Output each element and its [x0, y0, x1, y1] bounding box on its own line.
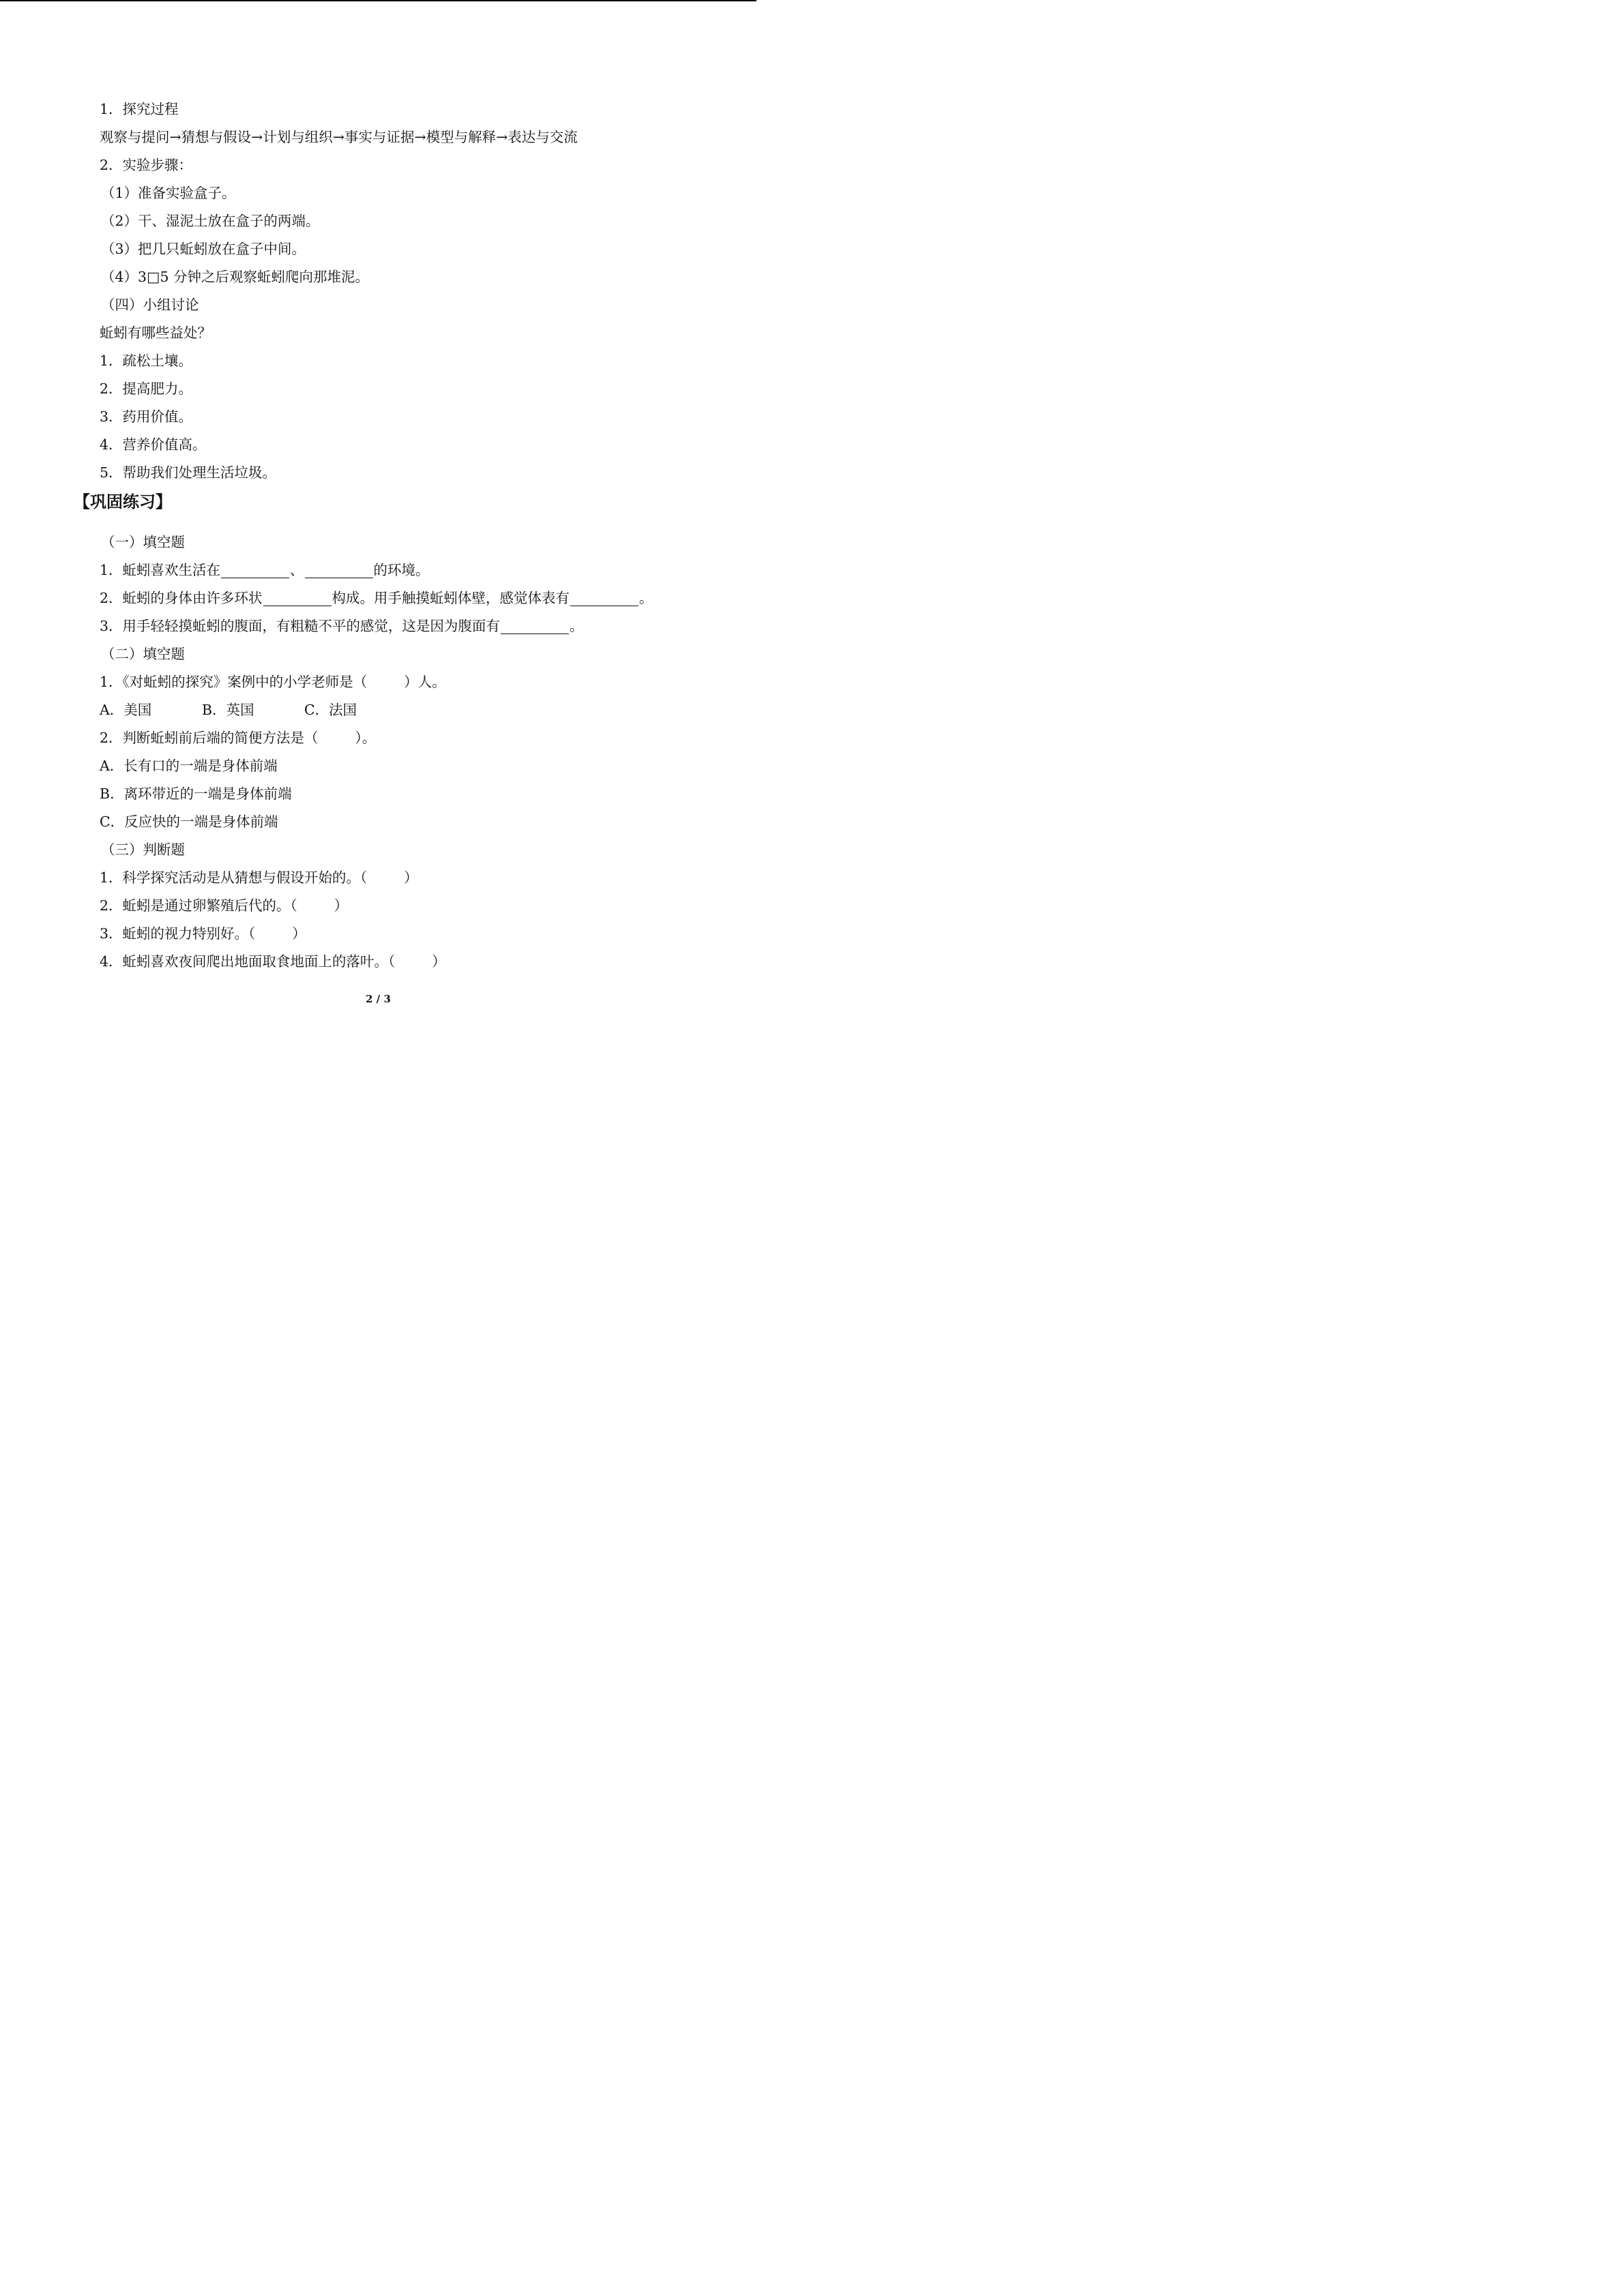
process-chain: 观察与提问→猜想与假设→计划与组织→事实与证据→模型与解释→表达与交流	[100, 129, 578, 145]
choice-q1-options	[100, 702, 357, 719]
judge-close: ）	[404, 869, 418, 886]
discussion-question: 蚯蚓有哪些益处？	[100, 325, 211, 341]
step-item: （3）把几只蚯蚓放在盒子中间。	[101, 241, 306, 257]
fill-q1-text-b: 、	[290, 562, 304, 578]
option-b: B．离环带近的一端是身体前端	[100, 786, 292, 802]
option-c: C．法国	[304, 702, 357, 718]
judge-item	[100, 869, 418, 886]
judge-text: 2．蚯蚓是通过卵繁殖后代的。（	[100, 897, 297, 914]
judge-close: ）	[334, 897, 349, 914]
answer-blank[interactable]	[501, 620, 569, 634]
benefit-item: 1．疏松土壤。	[100, 353, 193, 369]
fill-q1-text-c: 的环境。	[373, 562, 430, 578]
fill-question-3	[100, 618, 584, 635]
page-number: 2 / 3	[366, 993, 391, 1005]
judge-text: 1．科学探究活动是从猜想与假设开始的。（	[100, 869, 368, 886]
fill-q2-text-a: 2．蚯蚓的身体由许多环状	[100, 590, 263, 606]
fill-q2-text-c: 。	[639, 590, 653, 606]
benefit-item: 5．帮助我们处理生活垃圾。	[100, 464, 277, 481]
fill-section-heading: （一）填空题	[101, 534, 185, 550]
judge-close: ）	[432, 953, 446, 970]
judge-section-heading: （三）判断题	[101, 841, 185, 858]
judge-text: 4．蚯蚓喜欢夜间爬出地面取食地面上的落叶。（	[100, 953, 396, 970]
fill-q3-text-b: 。	[570, 618, 584, 634]
steps-heading: 2．实验步骤：	[100, 157, 193, 173]
judge-close: ）	[292, 925, 306, 942]
benefit-item: 2．提高肥力。	[100, 381, 193, 397]
option-a: A．美国	[100, 702, 152, 718]
step-item: （2）干、湿泥土放在盒子的两端。	[101, 213, 320, 229]
judge-item	[100, 925, 306, 942]
option-a: A．长有口的一端是身体前端	[100, 758, 278, 774]
answer-blank[interactable]	[221, 564, 289, 578]
judge-item	[100, 897, 348, 914]
fill-q1-text-a: 1．蚯蚓喜欢生活在	[100, 562, 221, 578]
choice-question-1	[100, 674, 446, 691]
option-c: C．反应快的一端是身体前端	[100, 814, 278, 830]
answer-blank[interactable]	[570, 592, 638, 606]
choice-q2-text-a: 2．判断蚯蚓前后端的简便方法是（	[100, 730, 319, 746]
option-b: B．英国	[202, 702, 254, 718]
discussion-heading: （四）小组讨论	[101, 297, 199, 313]
step-item: （4）3□5 分钟之后观察蚯蚓爬向那堆泥。	[101, 269, 370, 285]
judge-item	[100, 953, 446, 970]
process-heading: 1．探究过程	[100, 101, 179, 117]
choice-q1-text-b: ）人。	[404, 674, 446, 690]
fill-question-1	[100, 562, 430, 579]
fill-question-2	[100, 590, 653, 607]
step-item: （1）准备实验盒子。	[101, 185, 236, 201]
choice-section-heading: （二）填空题	[101, 646, 185, 662]
fill-q2-text-b: 构成。用手触摸蚯蚓体壁，感觉体表有	[331, 590, 570, 606]
benefit-item: 3．药用价值。	[100, 408, 193, 425]
choice-q2-text-b: ）。	[355, 730, 377, 746]
benefit-item: 4．营养价值高。	[100, 436, 207, 453]
practice-title: 【巩固练习】	[74, 492, 172, 511]
document-page	[0, 0, 756, 1069]
choice-question-2	[100, 730, 376, 747]
choice-q1-text-a: 1．《对蚯蚓的探究》案例中的小学老师是（	[100, 674, 368, 690]
judge-text: 3．蚯蚓的视力特别好。（	[100, 925, 256, 942]
answer-blank[interactable]	[263, 592, 331, 606]
fill-q3-text-a: 3．用手轻轻摸蚯蚓的腹面，有粗糙不平的感觉，这是因为腹面有	[100, 618, 501, 634]
answer-blank[interactable]	[305, 564, 373, 578]
